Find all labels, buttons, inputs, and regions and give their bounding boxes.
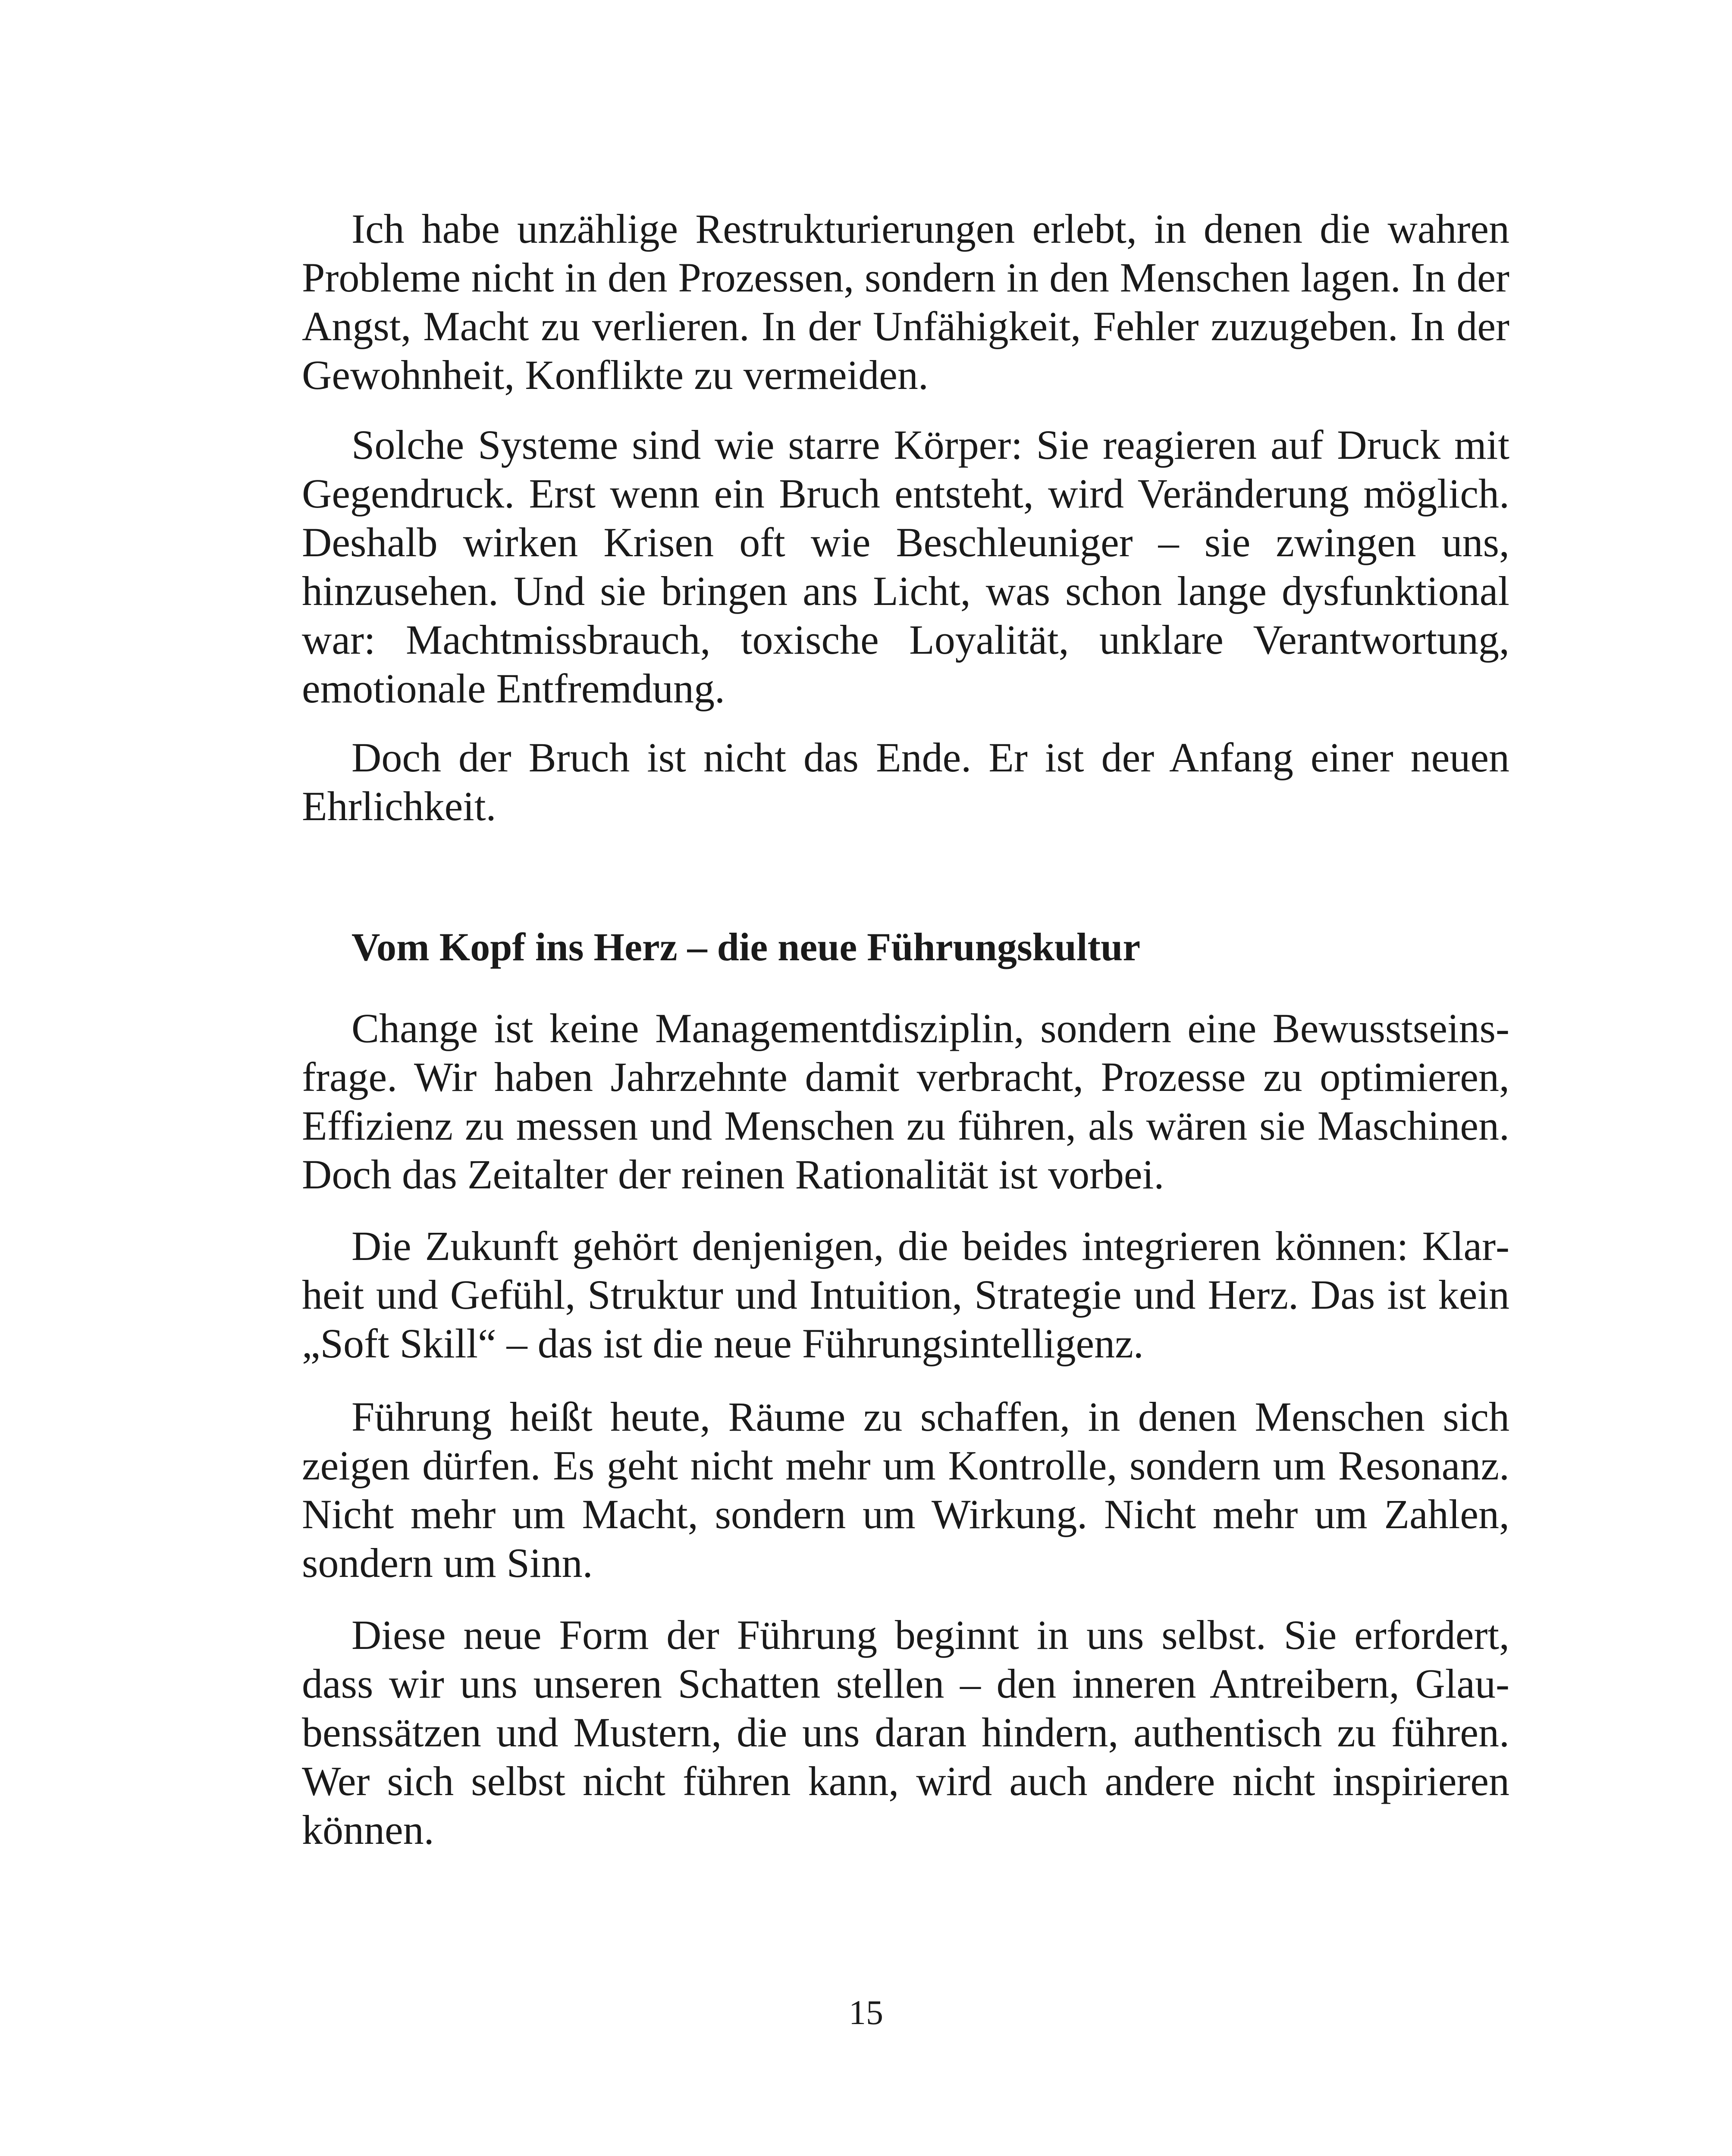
page-number: 15 [849, 1994, 883, 2032]
body-paragraph: Die Zukunft gehört denjenigen, die beides integrieren können: Klarheit und Gefühl, Struktur und Intuition, Strategie und Herz. Das ist kein „Soft Skill“ – das ist die neue Führungsintelligenz. [302, 1223, 1509, 1366]
body-paragraph-block [302, 733, 1509, 830]
body-paragraph: Diese neue Form der Führung beginnt in uns selbst. Sie erfordert, dass wir uns unseren Schatten stellen – den inneren Antreibern, Glaubenssätzen und Mustern, die uns daran hindern, authentisch zu führen. Wer sich selbst nicht führen kann, wird auch andere nicht inspirieren können. [302, 1612, 1509, 1853]
body-paragraph-block [302, 1392, 1509, 1587]
section-heading: Vom Kopf ins Herz – die neue Führungskultur [351, 925, 1141, 969]
body-paragraph: Führung heißt heute, Räume zu schaffen, in denen Menschen sich zeigen dürfen. Es geht nicht mehr um Kontrolle, sondern um Resonanz. Nicht mehr um Macht, sondern um Wirkung. Nicht mehr um Zahlen, sondern um Sinn. [302, 1394, 1509, 1586]
body-paragraph-block [302, 1611, 1509, 1854]
body-paragraph-block [302, 1222, 1509, 1368]
body-paragraph: Solche Systeme sind wie starre Körper: Sie reagieren auf Druck mit Gegendruck. Erst wenn ein Bruch entsteht, wird Veränderung möglich. Deshalb wirken Krisen oft wie Beschleuniger – sie zwingen uns, hinzusehen. Und sie bringen ans Licht, was schon lange dysfunktional war: Machtmissbrauch, toxische Loyalität, unklare Verantwortung, emotionale Entfremdung. [302, 422, 1509, 711]
body-paragraph: Ich habe unzählige Restrukturierungen erlebt, in denen die wahren Probleme nicht in den Prozessen, sondern in den Menschen lagen. In der Angst, Macht zu verlieren. In der Unfähigkeit, Fehler zuzugeben. In der Gewohnheit, Konflikte zu vermeiden. [302, 206, 1509, 398]
body-paragraph-block [302, 1004, 1509, 1199]
body-paragraph: Doch der Bruch ist nicht das Ende. Er ist der Anfang einer neuen Ehrlichkeit. [302, 734, 1509, 829]
body-paragraph: Change ist keine Managementdisziplin, sondern eine Bewusstseinsfrage. Wir haben Jahrzehnte damit verbracht, Prozesse zu optimieren, Effizienz zu messen und Menschen zu führen, als wären sie Maschinen. Doch das Zeitalter der reinen Rationalität ist vorbei. [302, 1005, 1509, 1197]
body-paragraph-block [302, 204, 1509, 399]
body-paragraph-block [302, 420, 1509, 713]
